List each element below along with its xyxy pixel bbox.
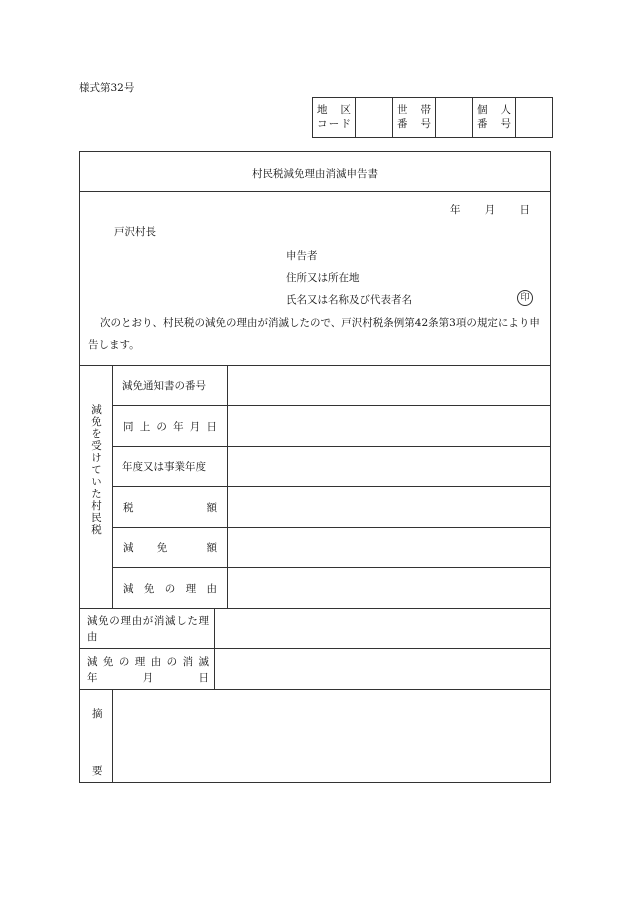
household-number-field[interactable] <box>436 98 473 138</box>
applicant-label: 申告者 <box>286 250 318 262</box>
date-day: 日 <box>519 204 530 216</box>
statement-text: 次のとおり、村民税の減免の理由が消滅したので、戸沢村税条例第42条第3項の規定により申告します。 <box>88 317 540 351</box>
fiscal-year-label: 年度又は事業年度 <box>122 461 206 473</box>
household-number-label: 世 帯 番 号 <box>393 98 436 138</box>
form-number: 様式第32号 <box>79 82 135 94</box>
tax-group-label: 減免を受けていた村民税 <box>90 404 102 536</box>
name-label: 氏名又は名称及び代表者名 <box>286 294 412 306</box>
exemption-amount-label: 減 免 額 <box>123 542 217 554</box>
lapse-date-label: 減免の理由の消滅 <box>87 656 209 668</box>
remarks-label-1: 摘 <box>92 708 103 720</box>
date-month: 月 <box>484 204 496 216</box>
addressee: 戸沢村長 <box>114 226 156 238</box>
same-date-label: 同上の年月日 <box>123 421 217 433</box>
exemption-reason-label: 減免の理由 <box>123 583 217 595</box>
code-table <box>312 97 553 138</box>
personal-number-field[interactable] <box>516 98 553 138</box>
form-title: 村民税減免理由消滅申告書 <box>252 168 378 180</box>
address-label: 住所又は所在地 <box>286 272 360 284</box>
tax-amount-label: 税 額 <box>123 502 217 514</box>
personal-number-label: 個 人 番 号 <box>473 98 516 138</box>
lapse-reason-label: 減免の理由が消滅した理由 <box>87 615 209 643</box>
seal-icon: 印 <box>517 290 533 306</box>
district-code-label: 地 区 コード <box>313 98 356 138</box>
lapse-date-fields: 年 月 日 <box>87 672 209 684</box>
district-code-field[interactable] <box>356 98 393 138</box>
notice-number-label: 減免通知書の番号 <box>122 380 206 392</box>
date-line <box>450 202 530 217</box>
date-year: 年 <box>450 204 461 216</box>
declaration-form <box>79 151 551 783</box>
remarks-label-2: 要 <box>92 765 103 777</box>
